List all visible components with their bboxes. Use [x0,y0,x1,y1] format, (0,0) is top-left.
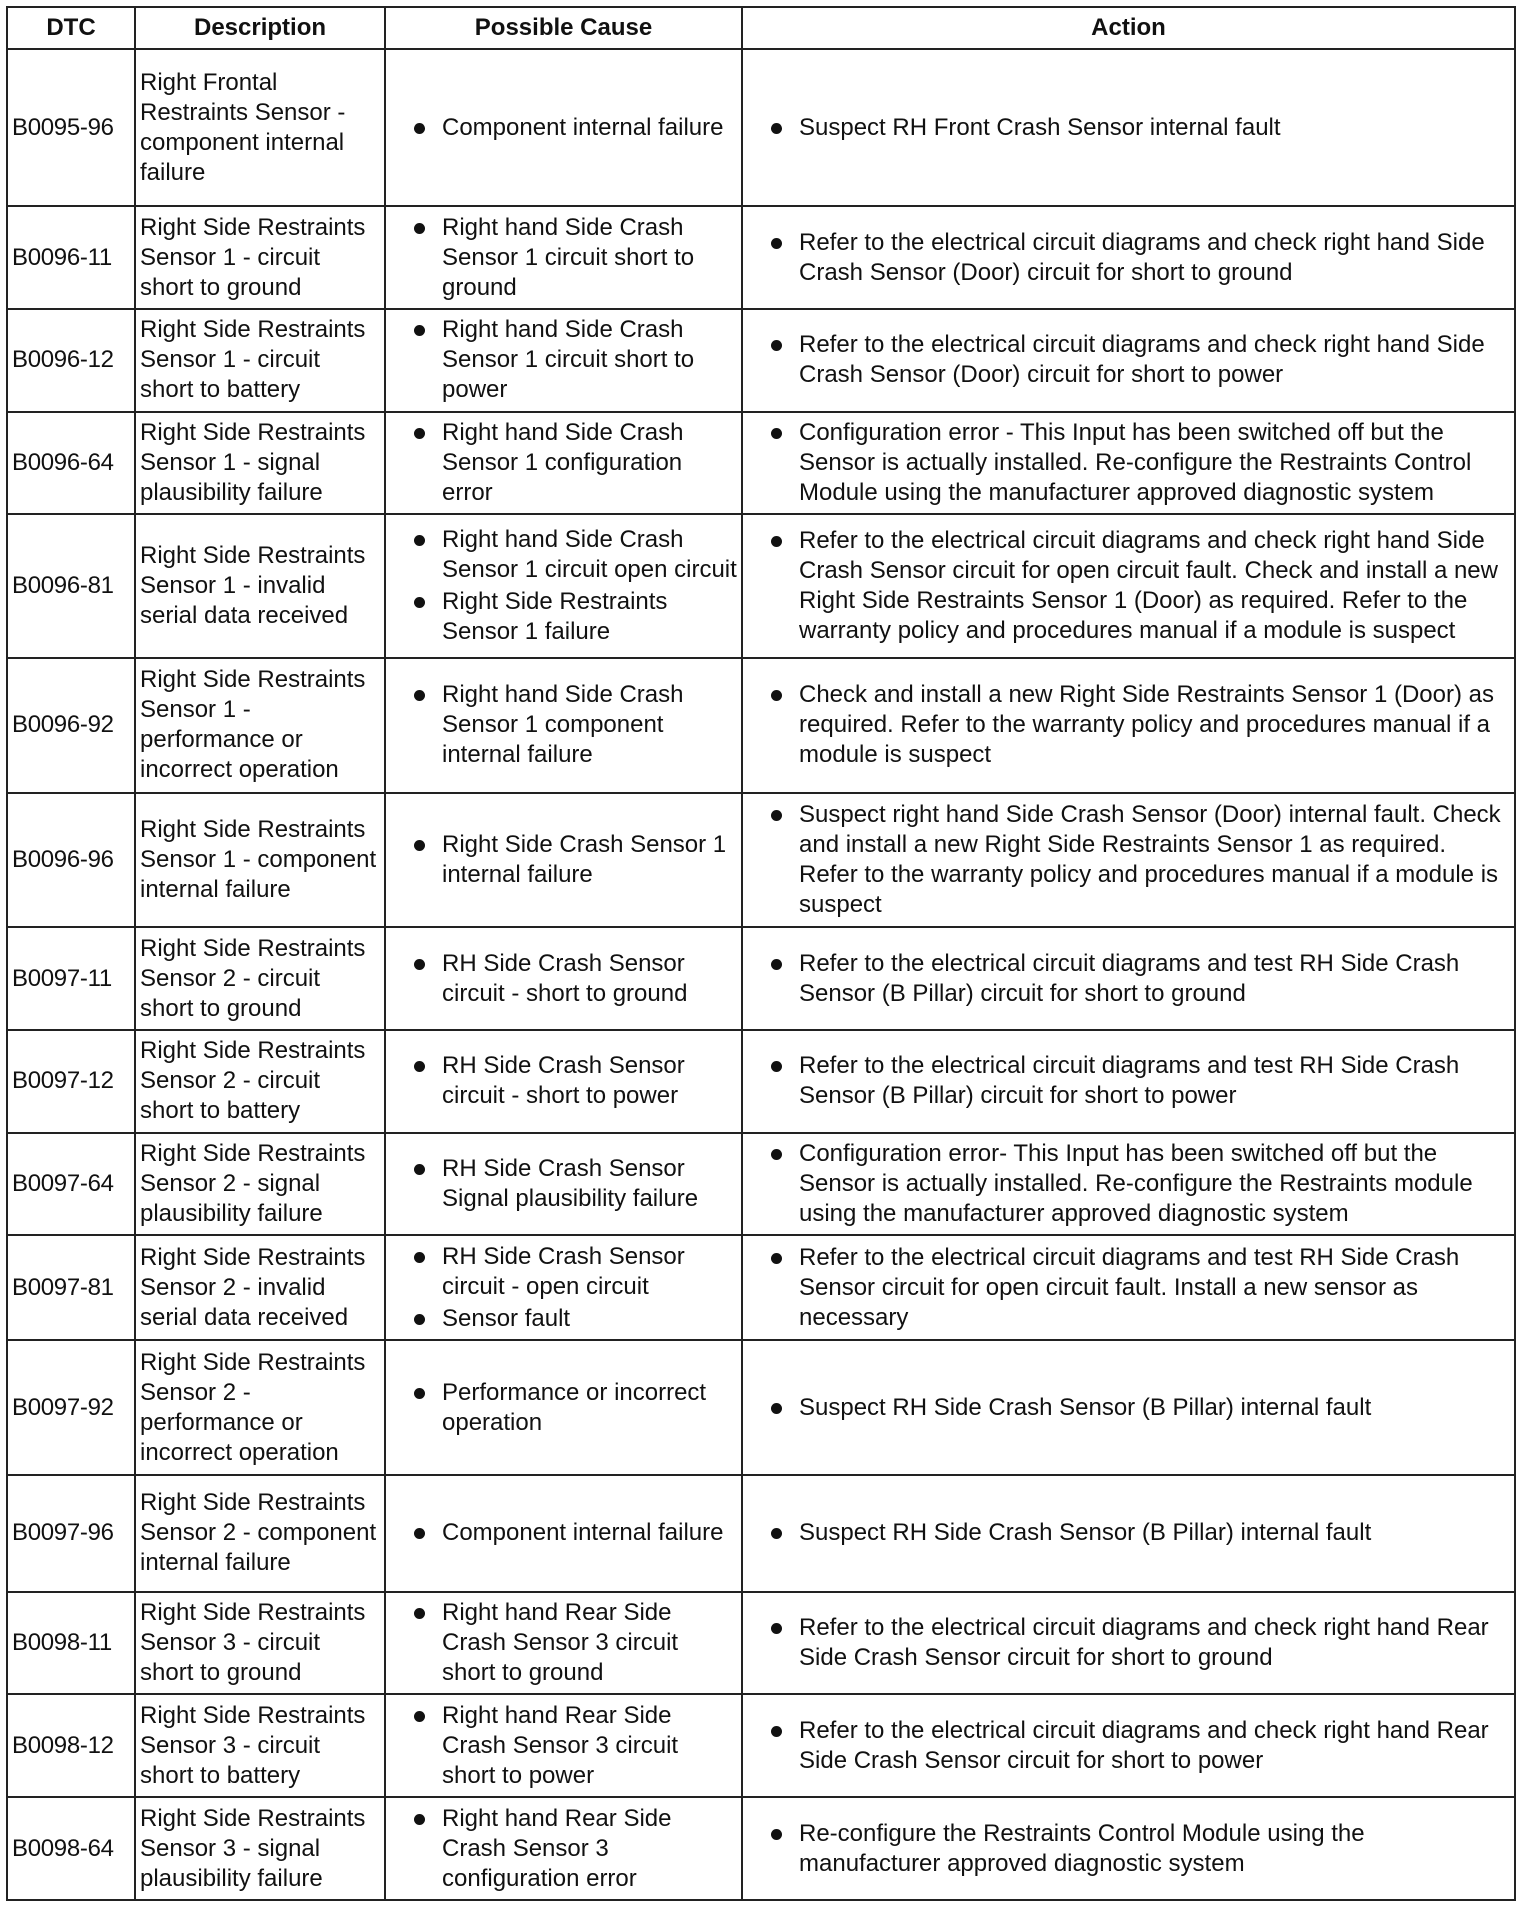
table-row [7,927,1515,1030]
dtc-code: B0096-64 [7,412,135,515]
action-cell [742,1797,1515,1900]
possible-cause-cell [385,927,742,1030]
cause-item: RH Side Crash Sensor Signal plausibility failure [390,1154,737,1214]
cause-item: Right hand Side Crash Sensor 1 circuit short to ground [390,213,737,303]
dtc-code: B0097-96 [7,1475,135,1592]
possible-cause-cell [385,1030,742,1133]
dtc-description: Right Side Restraints Sensor 2 - performance or incorrect operation [135,1340,385,1475]
action-list [747,800,1510,920]
action-cell [742,793,1515,928]
action-list [747,1716,1510,1776]
action-cell [742,1030,1515,1133]
cause-item: Right hand Rear Side Crash Sensor 3 circuit short to power [390,1701,737,1791]
dtc-description: Right Side Restraints Sensor 2 - invalid serial data received [135,1235,385,1340]
possible-cause-cell [385,1694,742,1797]
cause-list [390,1154,737,1214]
header-dtc: DTC [7,7,135,49]
action-cell [742,1235,1515,1340]
action-cell [742,206,1515,309]
cause-item: Sensor fault [390,1304,737,1334]
table-row [7,1030,1515,1133]
table-row [7,1592,1515,1695]
table-row [7,1340,1515,1475]
possible-cause-cell [385,514,742,657]
dtc-description: Right Side Restraints Sensor 2 - circuit short to battery [135,1030,385,1133]
action-list [747,949,1510,1009]
cause-list [390,525,737,647]
possible-cause-cell [385,1235,742,1340]
cause-item: Right Side Restraints Sensor 1 failure [390,587,737,647]
cause-list [390,1701,737,1791]
table-body [7,49,1515,1900]
action-item: Suspect RH Side Crash Sensor (B Pillar) internal fault [747,1518,1510,1548]
cause-list [390,1598,737,1688]
possible-cause-cell [385,206,742,309]
cause-item: Right Side Crash Sensor 1 internal failure [390,830,737,890]
dtc-code: B0098-64 [7,1797,135,1900]
header-description: Description [135,7,385,49]
possible-cause-cell [385,1133,742,1236]
dtc-table [6,6,1516,1901]
action-cell [742,927,1515,1030]
possible-cause-cell [385,658,742,793]
cause-item: Right hand Side Crash Sensor 1 configuration error [390,418,737,508]
dtc-code: B0096-81 [7,514,135,657]
dtc-code: B0097-81 [7,1235,135,1340]
dtc-description: Right Side Restraints Sensor 1 - performance or incorrect operation [135,658,385,793]
possible-cause-cell [385,412,742,515]
action-list [747,1051,1510,1111]
dtc-description: Right Side Restraints Sensor 1 - signal plausibility failure [135,412,385,515]
cause-item: RH Side Crash Sensor circuit - short to power [390,1051,737,1111]
dtc-code: B0096-12 [7,309,135,412]
action-item: Check and install a new Right Side Restraints Sensor 1 (Door) as required. Refer to the warranty policy and procedures manual if a module is suspect [747,680,1510,770]
possible-cause-cell [385,49,742,206]
dtc-description: Right Side Restraints Sensor 1 - circuit short to battery [135,309,385,412]
action-list [747,1393,1510,1423]
possible-cause-cell [385,1340,742,1475]
action-item: Refer to the electrical circuit diagrams and test RH Side Crash Sensor circuit for open circuit fault. Install a new sensor as necessary [747,1243,1510,1333]
table-row [7,412,1515,515]
header-action: Action [742,7,1515,49]
cause-list [390,949,737,1009]
action-cell [742,1133,1515,1236]
dtc-description: Right Side Restraints Sensor 3 - circuit short to ground [135,1592,385,1695]
action-item: Refer to the electrical circuit diagrams and check right hand Side Crash Sensor (Door) circuit for short to ground [747,228,1510,288]
cause-item: Right hand Side Crash Sensor 1 circuit open circuit [390,525,737,585]
action-list [747,418,1510,508]
table-row [7,1694,1515,1797]
dtc-description: Right Side Restraints Sensor 2 - circuit short to ground [135,927,385,1030]
dtc-code: B0097-64 [7,1133,135,1236]
dtc-code: B0098-11 [7,1592,135,1695]
table-row [7,1235,1515,1340]
cause-list [390,315,737,405]
table-row [7,1797,1515,1900]
dtc-code: B0096-96 [7,793,135,928]
cause-item: Component internal failure [390,113,737,143]
cause-item: RH Side Crash Sensor circuit - open circuit [390,1242,737,1302]
action-item: Re-configure the Restraints Control Module using the manufacturer approved diagnostic system [747,1819,1510,1879]
dtc-description: Right Side Restraints Sensor 1 - invalid serial data received [135,514,385,657]
action-item: Refer to the electrical circuit diagrams and test RH Side Crash Sensor (B Pillar) circuit for short to power [747,1051,1510,1111]
dtc-description: Right Side Restraints Sensor 1 - circuit short to ground [135,206,385,309]
action-cell [742,658,1515,793]
action-cell [742,1592,1515,1695]
cause-item: RH Side Crash Sensor circuit - short to ground [390,949,737,1009]
possible-cause-cell [385,793,742,928]
action-cell [742,49,1515,206]
table-row [7,793,1515,928]
action-cell [742,1340,1515,1475]
cause-item: Right hand Side Crash Sensor 1 circuit short to power [390,315,737,405]
action-cell [742,1694,1515,1797]
dtc-code: B0095-96 [7,49,135,206]
cause-list [390,680,737,770]
action-item: Configuration error- This Input has been switched off but the Sensor is actually installed. Re-configure the Restraints module using the manufacturer approved diagnostic system [747,1139,1510,1229]
cause-list [390,830,737,890]
dtc-code: B0096-92 [7,658,135,793]
cause-list [390,1051,737,1111]
action-item: Suspect RH Front Crash Sensor internal fault [747,113,1510,143]
action-item: Refer to the electrical circuit diagrams and check right hand Rear Side Crash Sensor circuit for short to ground [747,1613,1510,1673]
cause-item: Right hand Side Crash Sensor 1 component internal failure [390,680,737,770]
table-row [7,49,1515,206]
action-cell [742,1475,1515,1592]
cause-item: Component internal failure [390,1518,737,1548]
table-row [7,514,1515,657]
action-list [747,526,1510,646]
action-item: Suspect RH Side Crash Sensor (B Pillar) internal fault [747,1393,1510,1423]
action-list [747,228,1510,288]
action-list [747,113,1510,143]
possible-cause-cell [385,309,742,412]
dtc-description: Right Side Restraints Sensor 3 - signal plausibility failure [135,1797,385,1900]
dtc-code: B0097-92 [7,1340,135,1475]
table-row [7,1133,1515,1236]
cause-list [390,1804,737,1894]
table-row [7,1475,1515,1592]
action-list [747,1518,1510,1548]
dtc-description: Right Side Restraints Sensor 1 - component internal failure [135,793,385,928]
action-list [747,1243,1510,1333]
table-row [7,658,1515,793]
action-item: Refer to the electrical circuit diagrams and check right hand Side Crash Sensor (Door) circuit for short to power [747,330,1510,390]
table-header-row [7,7,1515,49]
action-list [747,330,1510,390]
cause-item: Performance or incorrect operation [390,1378,737,1438]
dtc-code: B0096-11 [7,206,135,309]
dtc-description: Right Side Restraints Sensor 3 - circuit short to battery [135,1694,385,1797]
dtc-code: B0098-12 [7,1694,135,1797]
cause-list [390,113,737,143]
action-cell [742,514,1515,657]
dtc-description: Right Side Restraints Sensor 2 - signal plausibility failure [135,1133,385,1236]
action-item: Configuration error - This Input has been switched off but the Sensor is actually installed. Re-configure the Restraints Control Module using the manufacturer approved diagnostic system [747,418,1510,508]
possible-cause-cell [385,1797,742,1900]
cause-list [390,1378,737,1438]
action-list [747,680,1510,770]
dtc-description: Right Side Restraints Sensor 2 - component internal failure [135,1475,385,1592]
dtc-code: B0097-12 [7,1030,135,1133]
cause-item: Right hand Rear Side Crash Sensor 3 circuit short to ground [390,1598,737,1688]
table-row [7,206,1515,309]
cause-list [390,418,737,508]
header-possible-cause: Possible Cause [385,7,742,49]
dtc-description: Right Frontal Restraints Sensor - component internal failure [135,49,385,206]
action-item: Refer to the electrical circuit diagrams and check right hand Rear Side Crash Sensor circuit for short to power [747,1716,1510,1776]
cause-item: Right hand Rear Side Crash Sensor 3 configuration error [390,1804,737,1894]
possible-cause-cell [385,1475,742,1592]
dtc-code: B0097-11 [7,927,135,1030]
possible-cause-cell [385,1592,742,1695]
cause-list [390,213,737,303]
action-list [747,1139,1510,1229]
cause-list [390,1518,737,1548]
table-row [7,309,1515,412]
action-list [747,1819,1510,1879]
action-cell [742,412,1515,515]
action-item: Suspect right hand Side Crash Sensor (Door) internal fault. Check and install a new Right Side Restraints Sensor 1 as required. Refer to the warranty policy and procedures manual if a module is suspect [747,800,1510,920]
action-item: Refer to the electrical circuit diagrams and check right hand Side Crash Sensor circuit for open circuit fault. Check and install a new Right Side Restraints Sensor 1 (Door) as required. Refer to the warranty policy and procedures manual if a module is suspect [747,526,1510,646]
action-item: Refer to the electrical circuit diagrams and test RH Side Crash Sensor (B Pillar) circuit for short to ground [747,949,1510,1009]
cause-list [390,1242,737,1334]
action-cell [742,309,1515,412]
action-list [747,1613,1510,1673]
